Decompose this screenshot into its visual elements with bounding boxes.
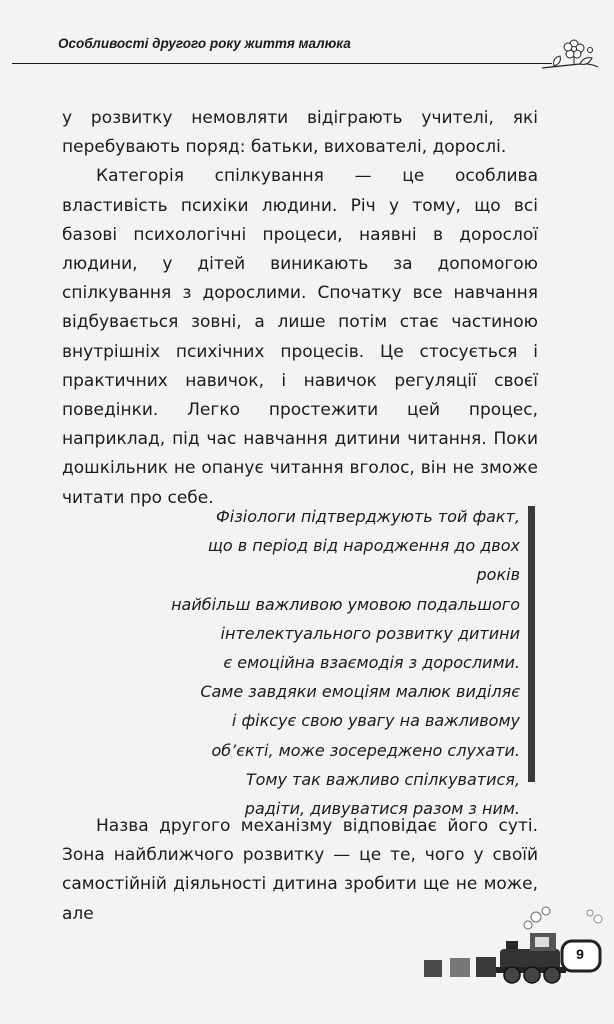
header-rule [12, 63, 552, 64]
quote-line: найбільш важливою умовою подальшого [171, 594, 520, 614]
running-header: Особливості другого року життя малюка [58, 36, 351, 51]
quote-line: Фізіологи підтверджують той факт, [216, 507, 520, 526]
quote-line: і фіксує свою увагу на важливому [231, 711, 520, 731]
paragraph-communication: Категорія спілкування — це особлива властивість психіки людини. Річ у тому, що всі базові психологічні процеси, наявні в дорослої людини, у дітей виникають за допомогою спілкування з дорослими. Спочатку все навчання відбувається зовні, а лише потім стає частиною внутрішніх психічних процесів. Це стосується і практичних навичок, і навичок регуляції своєї поведінки. Легко простежити цей процес, наприклад, під час навчання дитини читання. Поки дошкільник не опанує читання вголос, він не зможе читати про себе. [62, 166, 538, 508]
quote-line: Тому так важливо спілкуватися, [245, 769, 520, 789]
body-text-top [62, 104, 538, 513]
quote-side-bar [528, 506, 535, 782]
quote-line: інтелектуального розвитку дитини [220, 623, 520, 643]
quote-line: Саме завдяки емоціям малюк виділяє [200, 682, 520, 702]
quote-line: що в період від народження до двох років [207, 536, 520, 585]
quote-line: є емоційна взаємодія з дорослими. [223, 653, 520, 673]
quote-line: об’єкті, може зосереджено слухати. [211, 740, 520, 760]
page-number: 9 [576, 946, 584, 962]
paragraph-continuation: у розвитку немовляти відіграють учителі, які перебувають поряд: батьки, вихователі, дорослі. [62, 108, 538, 158]
quote-line: радіти, дивуватися разом з ним. [244, 799, 520, 819]
flower-icon [540, 36, 600, 76]
paragraph-second-mechanism: Назва другого механізму відповідає його суті. Зона найближчого розвитку — це те, чого у своїй самостійній діяльності дитина зробити ще не може, але [62, 816, 538, 924]
highlighted-quote [160, 502, 520, 823]
